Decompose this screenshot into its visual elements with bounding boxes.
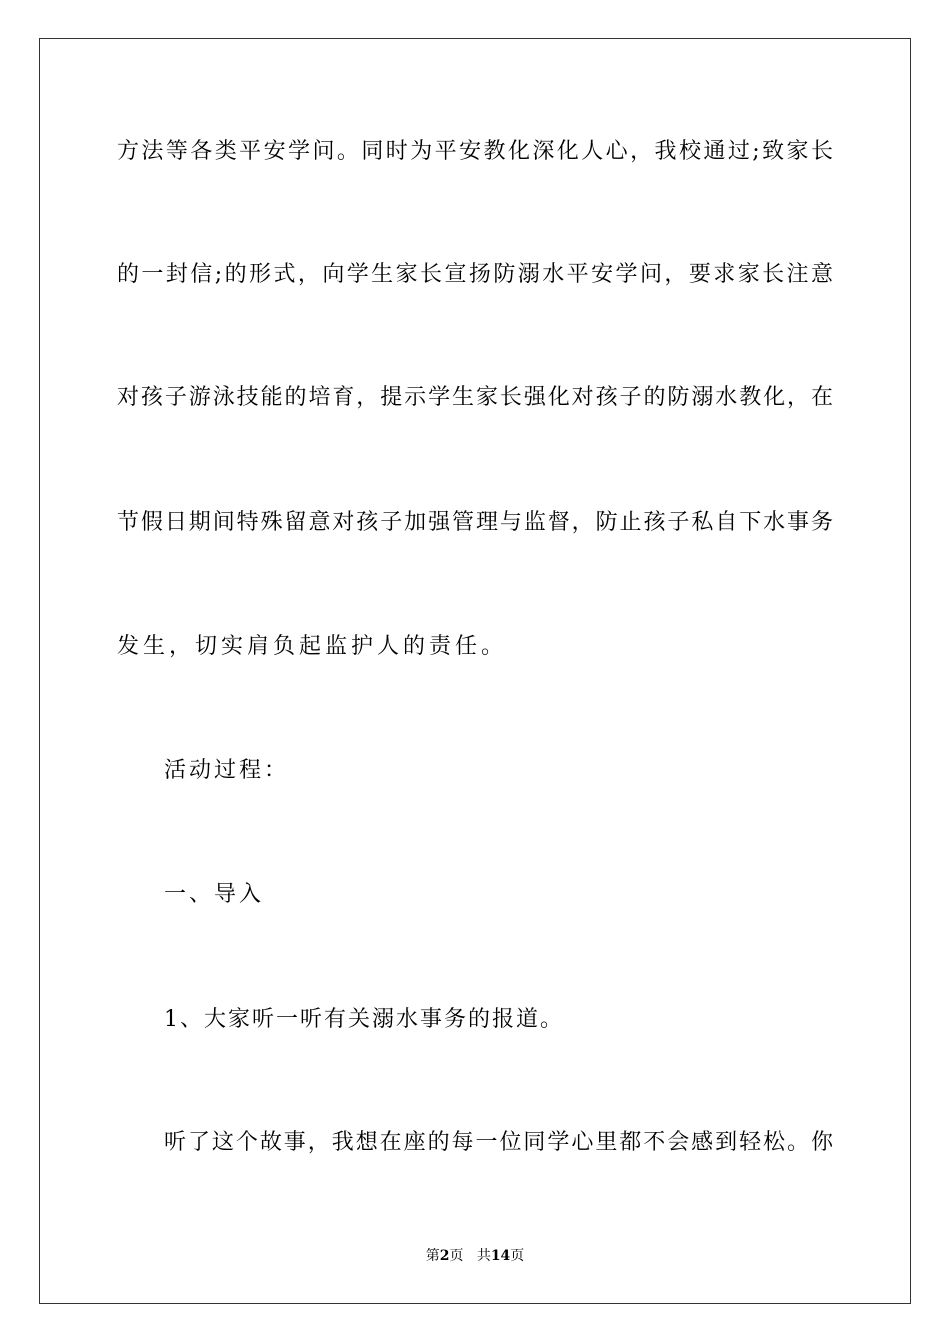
body-line-3: 对孩子游泳技能的培育，提示学生家长强化对孩子的防溺水教化，在 [117, 385, 833, 410]
footer-page-number: 2 [439, 1248, 450, 1264]
page-footer [0, 1246, 950, 1266]
body-line-5: 发生，切实肩负起监护人的责任。 [117, 634, 508, 659]
footer-total-suffix: 页 [510, 1248, 525, 1264]
body-line-1: 方法等各类平安学问。同时为平安教化深化人心，我校通过;致家长 [117, 139, 833, 164]
page-border [39, 38, 911, 1304]
body-line-2: 的一封信;的形式，向学生家长宣扬防溺水平安学问，要求家长注意 [117, 262, 833, 287]
list-item-1: 1、大家听一听有关溺水事务的报道。 [164, 1007, 564, 1032]
footer-total-pages: 14 [490, 1248, 511, 1264]
section-heading: 一、导入 [164, 882, 265, 907]
activity-heading: 活动过程： [164, 758, 290, 783]
body-line-last: 听了这个故事，我想在座的每一位同学心里都不会感到轻松。你 [164, 1130, 833, 1155]
footer-page-suffix: 页 [449, 1248, 464, 1264]
footer-total-prefix: 共 [476, 1248, 491, 1264]
body-line-4: 节假日期间特殊留意对孩子加强管理与监督，防止孩子私自下水事务 [117, 510, 833, 535]
footer-page-prefix: 第 [425, 1248, 440, 1264]
